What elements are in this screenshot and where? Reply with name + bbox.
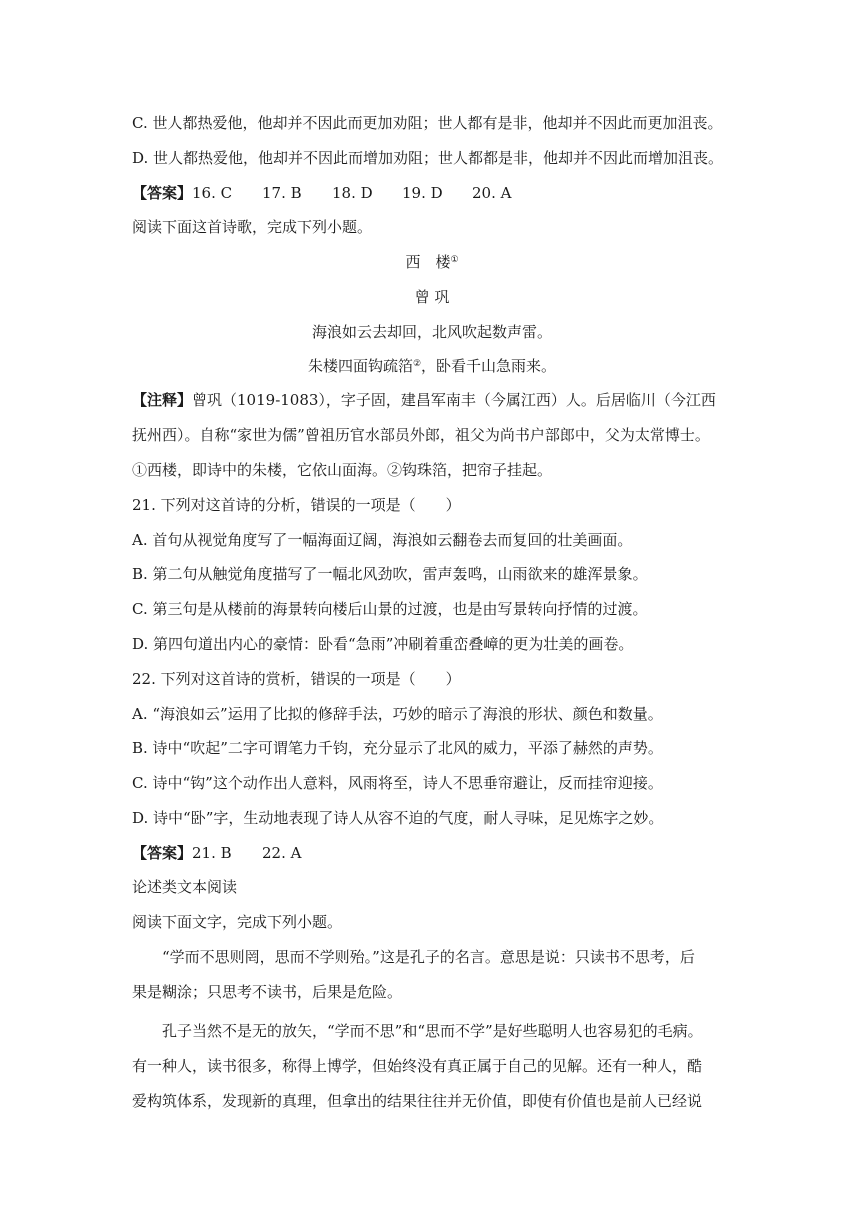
question-21-option-c: C. 第三句是从楼前的海景转向楼后山景的过渡，也是由写景转向抒情的过渡。 [132,600,648,618]
question-21-option-a: A. 首句从视觉角度写了一幅海面辽阔，海浪如云翻卷去而复回的壮美画面。 [132,531,633,549]
question-21-option-d: D. 第四句道出内心的豪情：卧看“急雨”冲刷着重峦叠嶂的更为壮美的画卷。 [132,635,634,653]
answer-line-1 [132,182,732,204]
note-label: 【注释】 [132,391,193,409]
question-21-stem: 21. 下列对这首诗的分析，错误的一项是（ ） [132,496,461,514]
note-line-1 [132,389,732,411]
answer-item: 18. D [332,184,373,202]
poem-line-2-mark: ② [412,359,422,369]
note-line-2: 抚州西）。自称“家世为儒”曾祖历官水部员外郎，祖父为尚书户部郎中，父为太常博士。 [132,426,710,444]
poem-line-2-a: 朱楼四面钩疏箔 [307,357,413,375]
poem-title-mark: ① [450,255,459,265]
answer-item: 20. A [472,184,512,202]
answer-line-2 [132,842,732,864]
passage-p1-line-1: “学而不思则罔，思而不学则殆。”这是孔子的名言。意思是说：只读书不思考，后 [162,948,695,966]
poem-author: 曾 巩 [414,288,450,306]
answer-item: 21. B [192,844,232,862]
section-heading: 论述类文本阅读 [132,878,238,896]
poem-intro: 阅读下面这首诗歌，完成下列小题。 [132,218,373,236]
passage-p2-line-1: 孔子当然不是无的放矢，“学而不思”和“思而不学”是好些聪明人也容易犯的毛病。 [162,1022,703,1040]
answer-item: 17. B [262,184,302,202]
answer-label: 【答案】 [132,844,193,862]
question-22-option-d: D. 诗中“卧”字，生动地表现了诗人从容不迫的气度，耐人寻味，足见炼字之妙。 [132,809,664,827]
answer-item: 16. C [192,184,233,202]
poem-title-text: 西 楼 [405,253,451,271]
note-line-3: ①西楼，即诗中的朱楼，它依山面海。②钩珠箔，把帘子挂起。 [132,461,553,479]
passage-p2-line-3: 爱构筑体系，发现新的真理，但拿出的结果往往并无价值，即使有价值也是前人已经说 [132,1092,703,1110]
poem-line-1: 海浪如云去却回，北风吹起数声雷。 [311,323,552,341]
question-22-option-c: C. 诗中“钩”这个动作出人意料，风雨将至，诗人不思垂帘避让，反而挂帘迎接。 [132,774,663,792]
question-21-option-b: B. 第二句从触觉角度描写了一幅北风劲吹，雷声轰鸣，山雨欲来的雄浑景象。 [132,565,648,583]
passage-p2-line-2: 有一种人，读书很多，称得上博学，但始终没有真正属于自己的见解。还有一种人，酷 [132,1057,703,1075]
poem-title [132,251,732,273]
poem-line-2-b: ，卧看千山急雨来。 [421,357,557,375]
question-22-option-b: B. 诗中“吹起”二字可谓笔力千钧，充分显示了北风的威力，平添了赫然的声势。 [132,739,663,757]
question-22-stem: 22. 下列对这首诗的赏析，错误的一项是（ ） [132,670,461,688]
option-c-q20: C. 世人都热爱他，他却并不因此而更加劝阻；世人都有是非，他却并不因此而更加沮丧。 [132,114,723,132]
answer-item: 22. A [262,844,302,862]
option-d-q20: D. 世人都热爱他，他却并不因此而增加劝阻；世人都都是非，他却并不因此而增加沮丧。 [132,149,724,167]
section-intro: 阅读下面文字，完成下列小题。 [132,913,343,931]
note-text-1: 曾巩（1019-1083），字子固，建昌军南丰（今属江西）人。后居临川（今江西 [192,391,716,409]
answer-item: 19. D [402,184,443,202]
poem-line-2 [132,355,732,377]
question-22-option-a: A. “海浪如云”运用了比拟的修辞手法，巧妙的暗示了海浪的形状、颜色和数量。 [132,705,663,723]
passage-p1-line-2: 果是糊涂；只思考不读书，后果是危险。 [132,983,403,1001]
answer-label: 【答案】 [132,184,193,202]
